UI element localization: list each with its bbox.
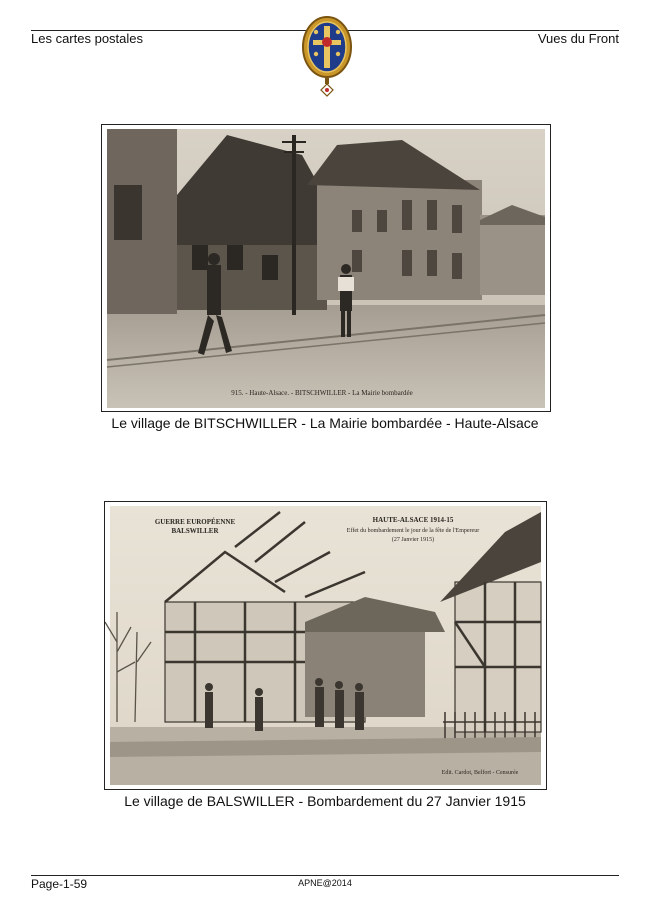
postcard-title-left-2: BALSWILLER: [171, 527, 219, 535]
postcard-title-right: HAUTE-ALSACE 1914-15: [372, 516, 454, 524]
caption-bitschwiller: Le village de BITSCHWILLER - La Mairie bombardée - Haute-Alsace: [111, 415, 539, 431]
postcard-subtitle-1: Effet du bombardement le jour de la fête de l'Empereur: [346, 528, 480, 534]
postcard-legend: 915. - Haute-Alsace. - BITSCHWILLER - La Mairie bombardée: [231, 389, 413, 397]
header-left-title: Les cartes postales: [31, 31, 144, 46]
postcard-editor: Edit. Cardot, Belfort - Censurée: [441, 770, 519, 776]
postcard-photo-bitschwiller: [101, 124, 551, 412]
postcard-subtitle-2: (27 Janvier 1915): [391, 537, 435, 543]
footer-credit: APNE@2014: [298, 878, 352, 888]
postcard-photo-balswiller: [104, 501, 547, 790]
footer-rule: [31, 875, 619, 876]
header-right-title: Vues du Front: [537, 31, 619, 46]
caption-balswiller: Le village de BALSWILLER - Bombardement du 27 Janvier 1915: [124, 793, 526, 809]
crest-emblem: [296, 14, 358, 98]
page-number: Page-1-59: [31, 877, 88, 891]
postcard-title-left-1: GUERRE EUROPÉENNE: [154, 518, 236, 526]
